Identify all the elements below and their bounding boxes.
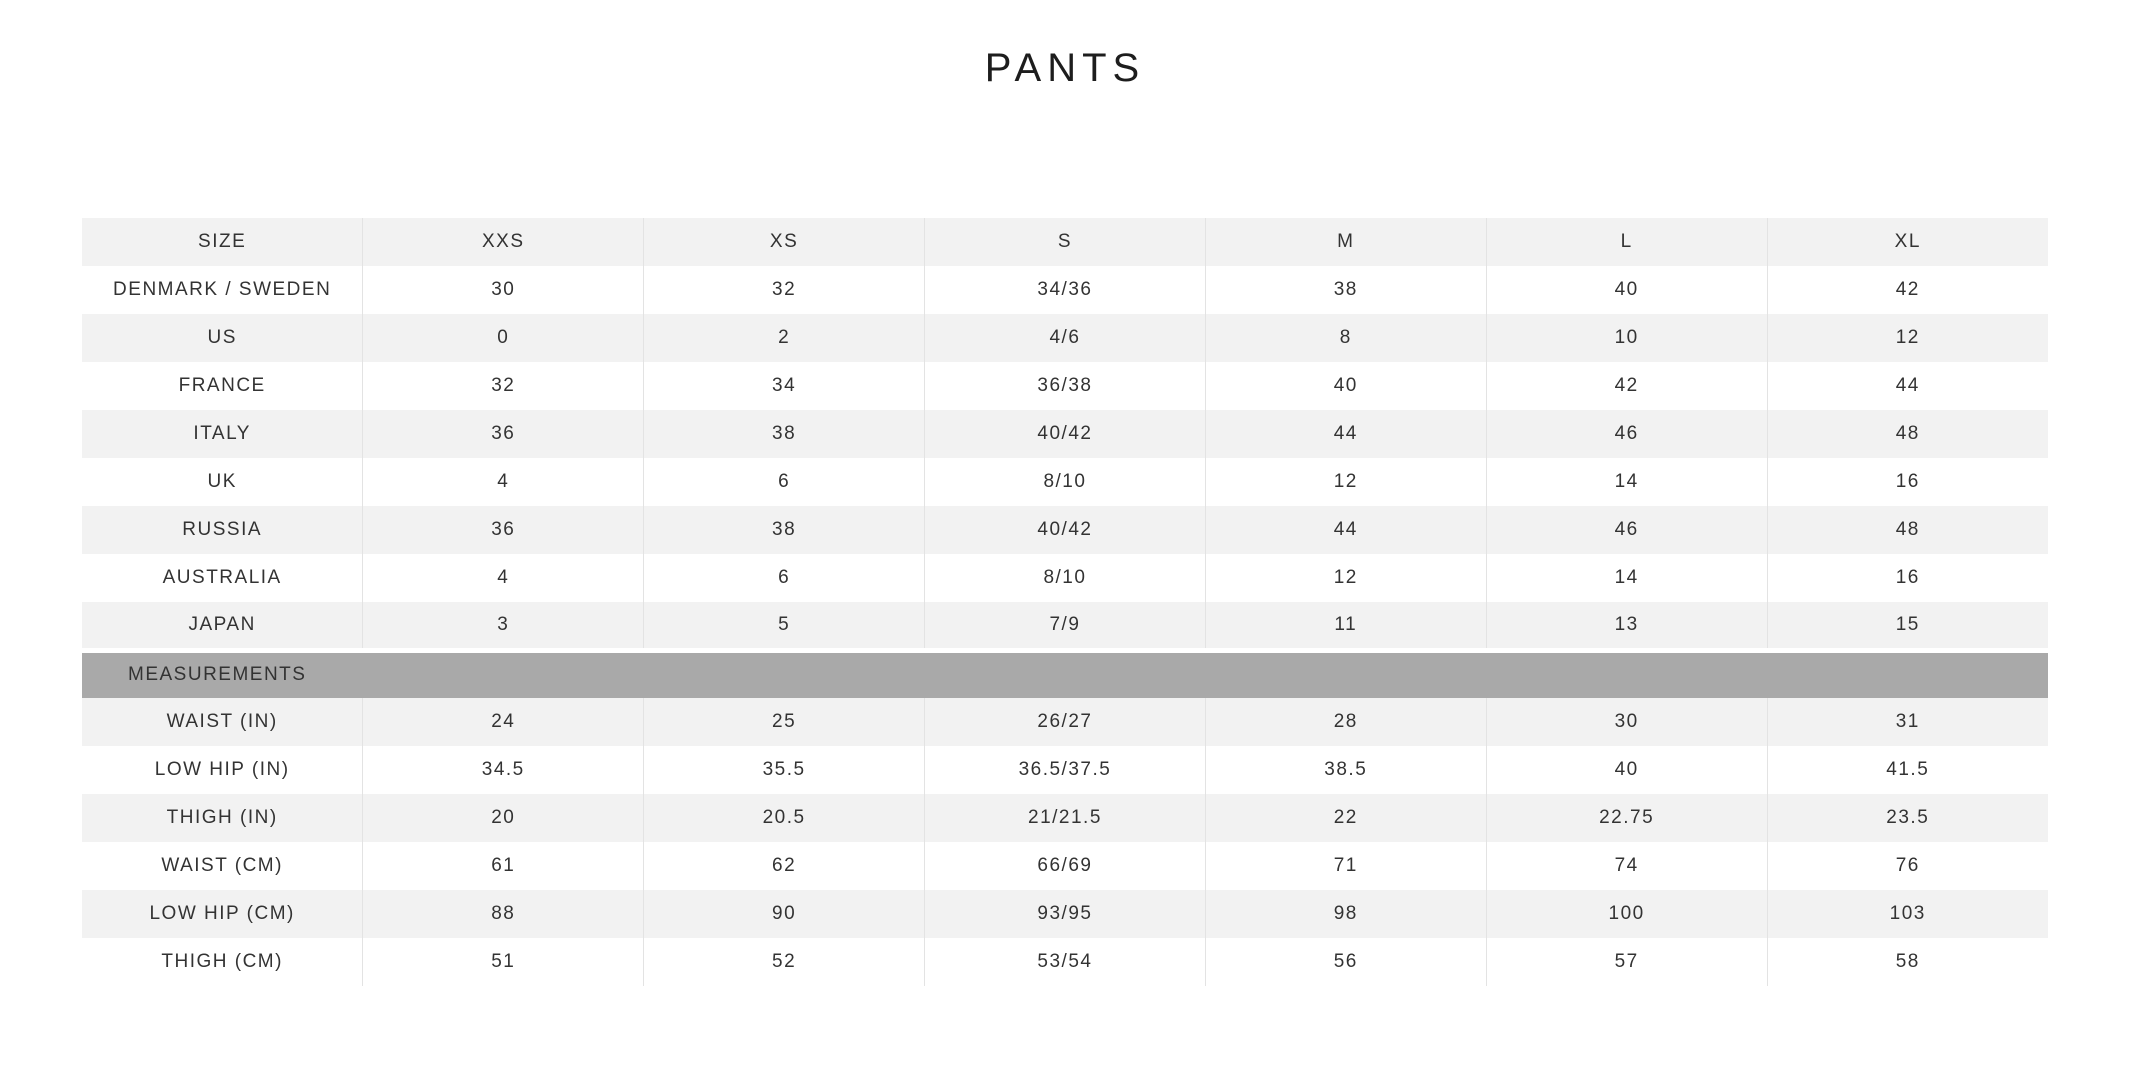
table-row	[82, 554, 2048, 602]
value-cell: 14	[1486, 458, 1767, 506]
value-cell: 30	[1486, 698, 1767, 746]
value-cell: 16	[1767, 458, 2048, 506]
value-cell: 98	[1205, 890, 1486, 938]
value-cell: 24	[363, 698, 644, 746]
table-row	[82, 362, 2048, 410]
value-cell: 4/6	[925, 314, 1206, 362]
value-cell: 38	[1205, 266, 1486, 314]
value-cell: 46	[1486, 506, 1767, 554]
value-cell: 4	[363, 458, 644, 506]
table-row	[82, 746, 2048, 794]
value-cell: 40/42	[925, 410, 1206, 458]
value-cell: 62	[644, 842, 925, 890]
row-label: THIGH (IN)	[166, 807, 278, 828]
value-cell: 15	[1767, 602, 2048, 650]
table-row	[82, 698, 2048, 746]
table-row	[82, 314, 2048, 362]
value-cell: 32	[363, 362, 644, 410]
value-cell: 41.5	[1767, 746, 2048, 794]
table-row	[82, 842, 2048, 890]
value-cell: 52	[644, 938, 925, 986]
value-cell: 51	[363, 938, 644, 986]
size-chart-table	[82, 218, 2048, 986]
row-label: LOW HIP (CM)	[149, 903, 295, 924]
value-cell: 36	[363, 506, 644, 554]
value-cell: 20	[363, 794, 644, 842]
value-cell: 38	[644, 506, 925, 554]
value-cell: 30	[363, 266, 644, 314]
row-label: WAIST (IN)	[166, 711, 278, 732]
column-header-xl: XL	[1767, 218, 2048, 266]
value-cell: 12	[1767, 314, 2048, 362]
row-label: ITALY	[193, 423, 251, 444]
value-cell: 22	[1205, 794, 1486, 842]
table-row	[82, 794, 2048, 842]
value-cell: 26/27	[925, 698, 1206, 746]
value-cell: 7/9	[925, 602, 1206, 650]
size-chart-header	[82, 218, 2048, 266]
row-label: LOW HIP (IN)	[154, 759, 290, 780]
value-cell: 36	[363, 410, 644, 458]
value-cell: 8/10	[925, 458, 1206, 506]
value-cell: 40	[1205, 362, 1486, 410]
value-cell: 35.5	[644, 746, 925, 794]
value-cell: 103	[1767, 890, 2048, 938]
column-header-size: SIZE	[198, 231, 247, 252]
column-header-xxs: XXS	[363, 218, 644, 266]
table-row	[82, 458, 2048, 506]
value-cell: 100	[1486, 890, 1767, 938]
value-cell: 46	[1486, 410, 1767, 458]
value-cell: 0	[363, 314, 644, 362]
value-cell: 25	[644, 698, 925, 746]
value-cell: 42	[1767, 266, 2048, 314]
table-row	[82, 890, 2048, 938]
value-cell: 34/36	[925, 266, 1206, 314]
value-cell: 56	[1205, 938, 1486, 986]
value-cell: 40	[1486, 746, 1767, 794]
value-cell: 23.5	[1767, 794, 2048, 842]
row-label: DENMARK / SWEDEN	[113, 279, 332, 300]
value-cell: 6	[644, 458, 925, 506]
value-cell: 12	[1205, 458, 1486, 506]
measurements-section-label: MEASUREMENTS	[82, 650, 2048, 698]
row-label: FRANCE	[178, 375, 266, 396]
value-cell: 48	[1767, 410, 2048, 458]
column-header-l: L	[1486, 218, 1767, 266]
value-cell: 34	[644, 362, 925, 410]
value-cell: 2	[644, 314, 925, 362]
value-cell: 61	[363, 842, 644, 890]
table-row	[82, 410, 2048, 458]
value-cell: 44	[1205, 410, 1486, 458]
value-cell: 90	[644, 890, 925, 938]
value-cell: 36/38	[925, 362, 1206, 410]
header-row	[82, 218, 2048, 266]
value-cell: 58	[1767, 938, 2048, 986]
value-cell: 22.75	[1486, 794, 1767, 842]
value-cell: 44	[1767, 362, 2048, 410]
value-cell: 4	[363, 554, 644, 602]
column-header-xs: XS	[644, 218, 925, 266]
value-cell: 38	[644, 410, 925, 458]
row-label: RUSSIA	[182, 519, 263, 540]
value-cell: 14	[1486, 554, 1767, 602]
size-chart-body	[82, 266, 2048, 986]
value-cell: 71	[1205, 842, 1486, 890]
value-cell: 57	[1486, 938, 1767, 986]
table-row	[82, 602, 2048, 650]
value-cell: 36.5/37.5	[925, 746, 1206, 794]
value-cell: 74	[1486, 842, 1767, 890]
value-cell: 31	[1767, 698, 2048, 746]
value-cell: 66/69	[925, 842, 1206, 890]
row-label: WAIST (CM)	[161, 855, 283, 876]
row-label: THIGH (CM)	[161, 951, 283, 972]
value-cell: 16	[1767, 554, 2048, 602]
value-cell: 48	[1767, 506, 2048, 554]
value-cell: 40/42	[925, 506, 1206, 554]
page-title: PANTS	[984, 46, 1146, 90]
value-cell: 8	[1205, 314, 1486, 362]
row-label: US	[207, 327, 237, 348]
value-cell: 34.5	[363, 746, 644, 794]
column-header-m: M	[1205, 218, 1486, 266]
value-cell: 28	[1205, 698, 1486, 746]
value-cell: 44	[1205, 506, 1486, 554]
value-cell: 13	[1486, 602, 1767, 650]
measurements-section-bar	[82, 650, 2048, 698]
row-label: JAPAN	[188, 613, 256, 635]
row-label: UK	[207, 471, 237, 492]
row-label: AUSTRALIA	[162, 567, 282, 588]
value-cell: 6	[644, 554, 925, 602]
value-cell: 12	[1205, 554, 1486, 602]
value-cell: 5	[644, 602, 925, 650]
value-cell: 3	[363, 602, 644, 650]
value-cell: 40	[1486, 266, 1767, 314]
value-cell: 20.5	[644, 794, 925, 842]
value-cell: 32	[644, 266, 925, 314]
value-cell: 38.5	[1205, 746, 1486, 794]
table-row	[82, 938, 2048, 986]
table-row	[82, 506, 2048, 554]
value-cell: 76	[1767, 842, 2048, 890]
value-cell: 93/95	[925, 890, 1206, 938]
table-row	[82, 266, 2048, 314]
value-cell: 21/21.5	[925, 794, 1206, 842]
value-cell: 10	[1486, 314, 1767, 362]
column-header-s: S	[925, 218, 1206, 266]
value-cell: 11	[1205, 602, 1486, 650]
value-cell: 42	[1486, 362, 1767, 410]
value-cell: 53/54	[925, 938, 1206, 986]
value-cell: 8/10	[925, 554, 1206, 602]
value-cell: 88	[363, 890, 644, 938]
